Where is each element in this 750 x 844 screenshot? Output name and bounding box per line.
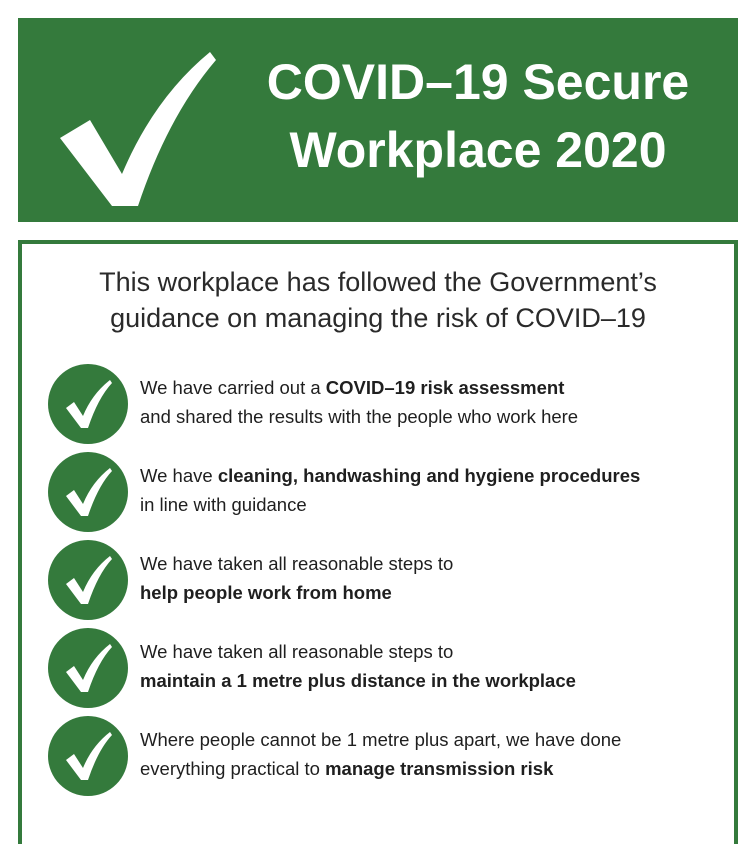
- title-line-2: Workplace 2020: [289, 122, 667, 178]
- item-text: [140, 637, 730, 695]
- intro-text: [22, 264, 734, 336]
- intro-line-2: guidance on managing the risk of COVID–19: [110, 303, 646, 333]
- check-circle-icon: [48, 364, 128, 444]
- check-circle-icon: [48, 628, 128, 708]
- check-circle-icon: [48, 540, 128, 620]
- intro-line-1: This workplace has followed the Government’s: [99, 267, 657, 297]
- item-line-2: everything practical to manage transmission risk: [140, 758, 554, 779]
- item-text: [140, 725, 730, 783]
- item-text: [140, 461, 730, 519]
- checklist-item-work-from-home: [48, 540, 718, 620]
- item-line-1: We have carried out a COVID–19 risk assessment: [140, 377, 565, 398]
- item-line-1: We have taken all reasonable steps to: [140, 553, 454, 574]
- item-text: [140, 549, 730, 607]
- page-title: [228, 48, 728, 184]
- item-line-2: and shared the results with the people who work here: [140, 406, 579, 427]
- content-panel: [18, 240, 738, 844]
- check-mark-icon: [56, 46, 216, 211]
- checklist-item-hygiene: [48, 452, 718, 532]
- item-line-2: maintain a 1 metre plus distance in the workplace: [140, 670, 576, 691]
- check-circle-icon: [48, 716, 128, 796]
- checklist-item-risk-assessment: [48, 364, 718, 444]
- header-banner: [18, 18, 738, 222]
- item-line-2: in line with guidance: [140, 494, 307, 515]
- checklist-item-transmission-risk: [48, 716, 718, 796]
- item-text: [140, 373, 730, 431]
- item-line-1: We have taken all reasonable steps to: [140, 641, 454, 662]
- title-line-1: COVID–19 Secure: [266, 54, 690, 110]
- checklist-item-distance: [48, 628, 718, 708]
- check-circle-icon: [48, 452, 128, 532]
- item-line-2: help people work from home: [140, 582, 392, 603]
- item-line-1: Where people cannot be 1 metre plus apart, we have done: [140, 729, 622, 750]
- item-line-1: We have cleaning, handwashing and hygiene procedures: [140, 465, 641, 486]
